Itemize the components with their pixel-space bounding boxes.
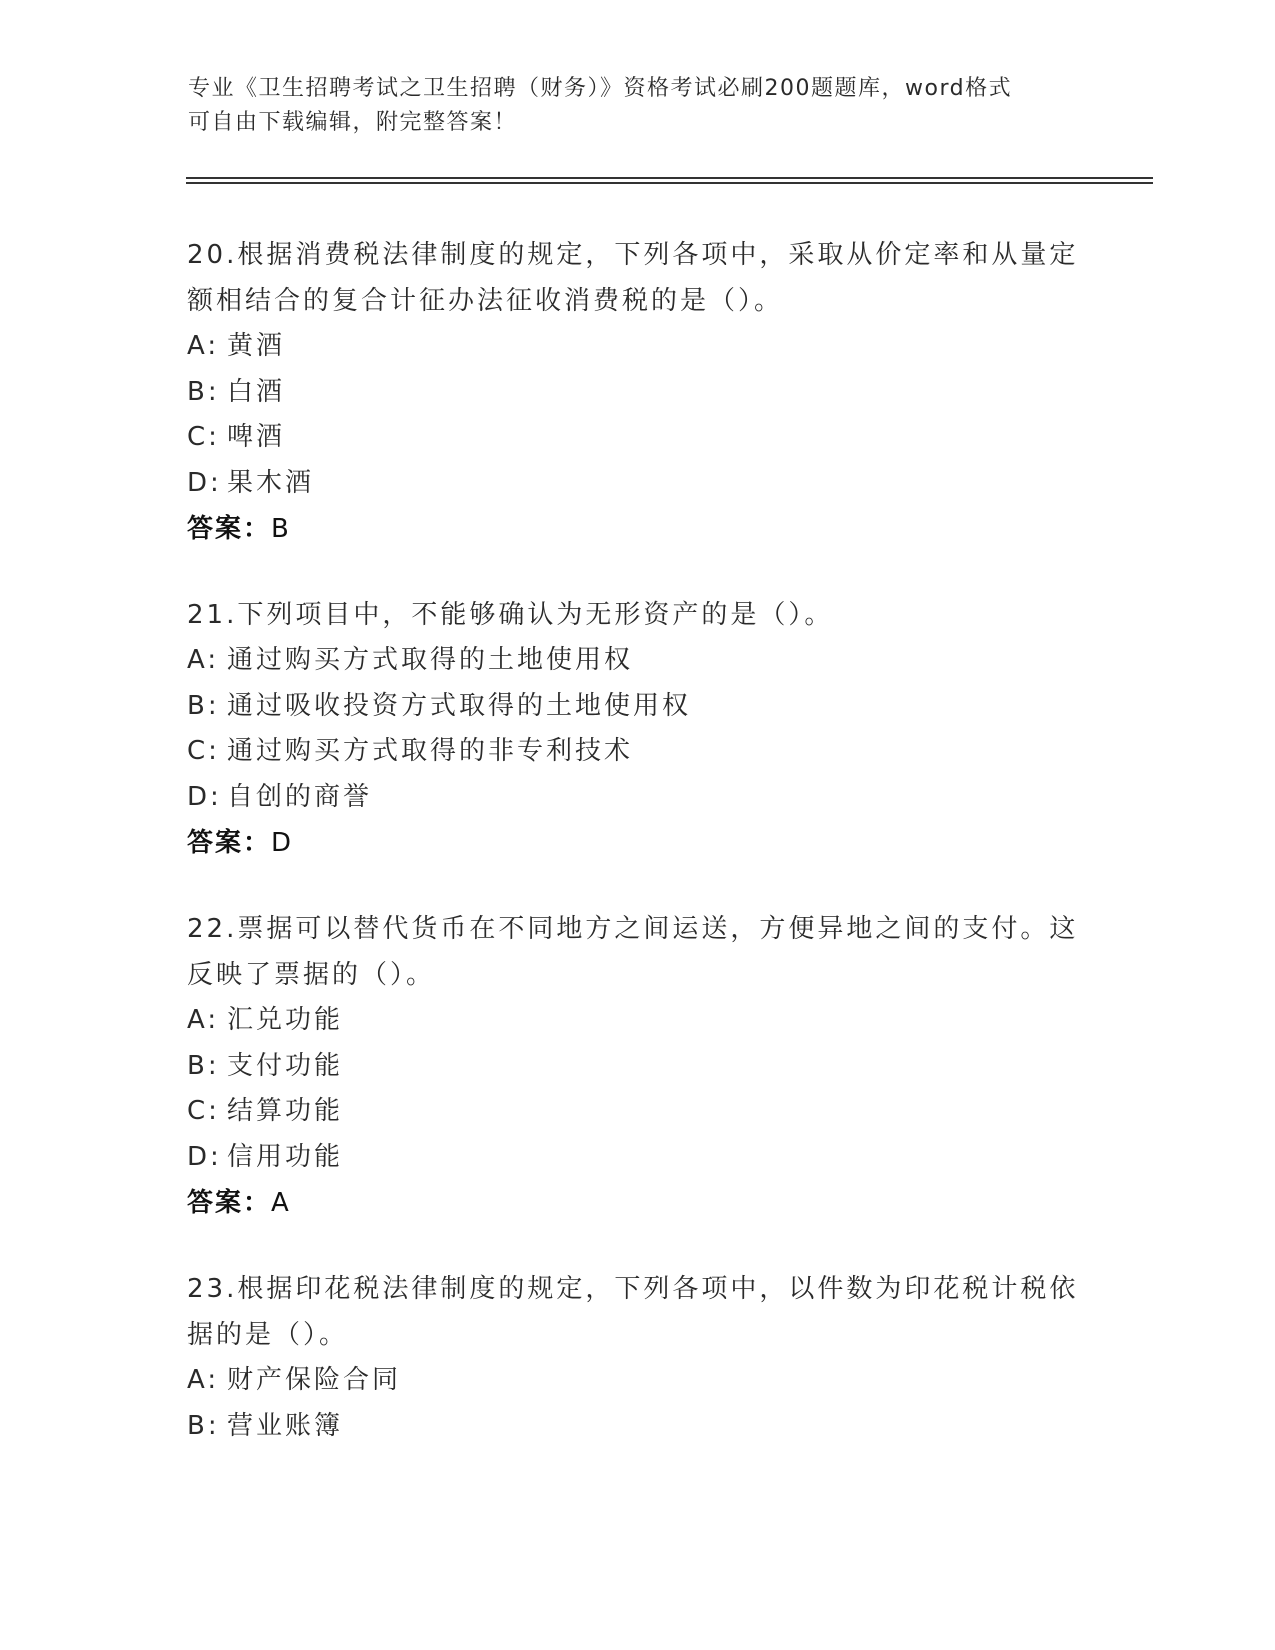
question-21 bbox=[187, 592, 1087, 866]
option-a: A: 汇兑功能 bbox=[187, 1005, 344, 1035]
question-text: 22.票据可以替代货币在不同地方之间运送，方便异地之间的支付。这 反映了票据的（）。 bbox=[187, 914, 1079, 990]
option-b: B: 通过吸收投资方式取得的土地使用权 bbox=[187, 690, 692, 721]
question-22 bbox=[187, 906, 1087, 1226]
option-a: A: 黄酒 bbox=[187, 331, 286, 361]
answer: 答案：A bbox=[187, 1188, 291, 1218]
question-text: 21.下列项目中，不能够确认为无形资产的是（）。 bbox=[187, 600, 834, 630]
question-text: 23.根据印花税法律制度的规定，下列各项中，以件数为印花税计税依 据的是（）。 bbox=[187, 1274, 1079, 1350]
option-d: D: 自创的商誉 bbox=[187, 781, 373, 812]
question-20 bbox=[187, 232, 1087, 552]
option-a: A: 财产保险合同 bbox=[187, 1365, 402, 1395]
option-b: B: 支付功能 bbox=[187, 1050, 344, 1081]
header-divider-bottom bbox=[186, 182, 1153, 184]
question-text: 20.根据消费税法律制度的规定，下列各项中，采取从价定率和从量定 额相结合的复合计征办法征收消费税的是（）。 bbox=[187, 240, 1079, 316]
option-c: C: 啤酒 bbox=[187, 422, 286, 452]
option-c: C: 结算功能 bbox=[187, 1096, 344, 1126]
header-line-2: 可自由下载编辑，附完整答案！ bbox=[188, 110, 518, 135]
option-d: D: 信用功能 bbox=[187, 1141, 344, 1172]
option-a: A: 通过购买方式取得的土地使用权 bbox=[187, 645, 634, 675]
option-c: C: 通过购买方式取得的非专利技术 bbox=[187, 736, 634, 766]
answer: 答案：B bbox=[187, 514, 291, 544]
header-divider-top bbox=[186, 177, 1153, 179]
option-b: B: 营业账簿 bbox=[187, 1410, 344, 1441]
answer: 答案：D bbox=[187, 828, 294, 858]
option-d: D: 果木酒 bbox=[187, 467, 315, 498]
question-list bbox=[187, 232, 1087, 1489]
question-23 bbox=[187, 1266, 1087, 1449]
document-header bbox=[188, 72, 1088, 140]
option-b: B: 白酒 bbox=[187, 376, 286, 407]
header-line-1: 专业《卫生招聘考试之卫生招聘（财务）》资格考试必刷200题题库，word格式 bbox=[188, 76, 1013, 101]
